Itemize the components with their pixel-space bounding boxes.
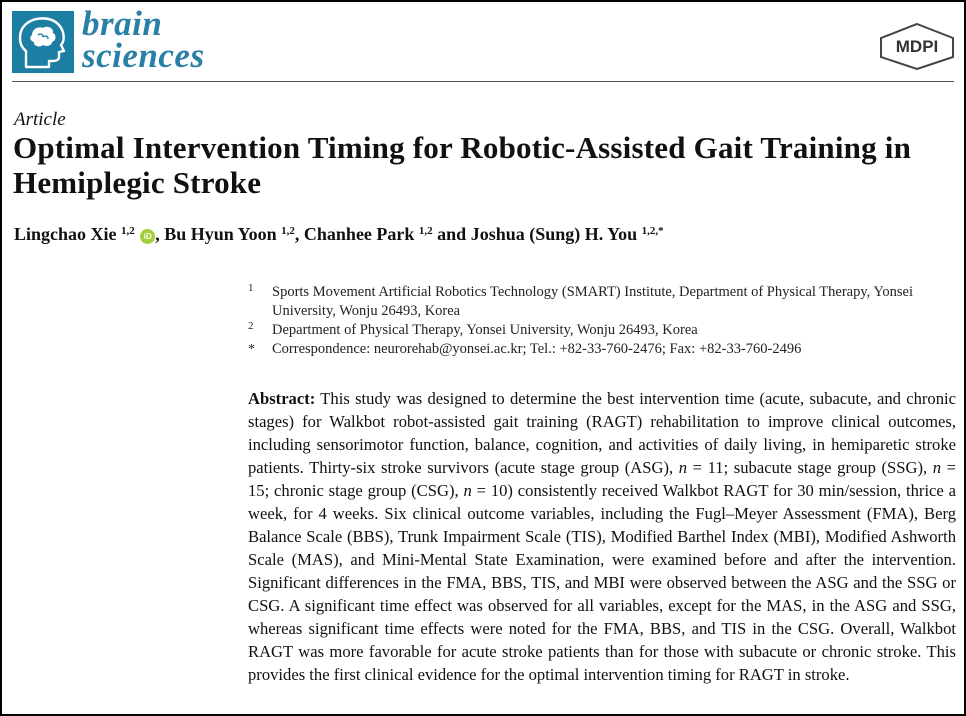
correspondence-mark: *: [248, 342, 255, 357]
affiliation-list: [248, 283, 948, 359]
affiliation-item: [248, 321, 948, 340]
brain-head-logo-icon: [12, 11, 74, 73]
abstract-text: = 11; subacute stage group (SSG),: [687, 458, 933, 477]
author-list: [14, 224, 664, 245]
author-affiliation-mark: 1,2: [281, 225, 295, 237]
author-name: Joshua (Sung) H. You: [470, 224, 638, 244]
sample-size-symbol: n: [463, 481, 472, 500]
author-separator: ,: [294, 224, 304, 244]
author-separator: and: [432, 224, 471, 244]
sample-size-symbol: n: [932, 458, 942, 477]
author-affiliation-mark: 1,2: [418, 225, 433, 237]
publisher-name: MDPI: [895, 37, 939, 56]
correspondence-item: [248, 340, 948, 359]
affiliation-mark: 2: [248, 320, 254, 332]
affiliation-mark: 1: [248, 282, 254, 294]
affiliation-text: Sports Movement Artificial Robotics Technology (SMART) Institute, Department of Physical Therapy, Yonsei University, Wonju 26493, Korea: [272, 284, 914, 319]
abstract-label: Abstract:: [248, 389, 316, 408]
sample-size-symbol: n: [678, 458, 688, 477]
author-affiliation-mark: 1,2: [121, 225, 135, 237]
journal-name: [82, 4, 205, 75]
affiliation-item: [248, 283, 948, 321]
orcid-icon[interactable]: iD: [140, 229, 155, 244]
author-affiliation-mark: 1,2,*: [641, 225, 664, 237]
author-name: Lingchao Xie: [14, 224, 117, 244]
article-title: Optimal Intervention Timing for Robotic-Assisted Gait Training in Hemiplegic Stroke: [13, 130, 912, 200]
journal-name-line2: sciences: [82, 36, 205, 75]
abstract-text: This study was designed to determine the best intervention time (acute, subacute, and chronic stages) for Walkbot robot-assisted gait training (RAGT) rehabilitation to improve clinical outcomes, including sensorimotor function, balance, cognition, and activities of daily living, in hemiparetic stroke patients. Thirty-six stroke survivors (acute stage group (ASG),: [248, 389, 957, 477]
abstract-text: = 15; chronic stage group (CSG),: [248, 458, 956, 500]
affiliation-text: Department of Physical Therapy, Yonsei University, Wonju 26493, Korea: [272, 322, 698, 338]
author-name: Bu Hyun Yoon: [164, 224, 277, 244]
journal-name-line1: brain: [82, 4, 163, 43]
abstract-text: = 10) consistently received Walkbot RAGT for 30 min/session, thrice a week, for 4 weeks. Six clinical outcome variables, including the Fugl–Meyer Assessment (FMA), Berg Balance Scale (BBS), Trunk Impairment Scale (TIS), Modified Barthel Index (MBI), Modified Ashworth Scale (MAS), and Mini-Mental State Examination, were examined before and after the intervention. Significant differences in the FMA, BBS, TIS, and MBI were observed between the ASG and the SSG or CSG. A significant time effect was observed for all variables, except for the MAS, in the ASG and SSG, whereas significant time effects were noted for the FMA, BBS, and TIS in the CSG. Overall, Walkbot RAGT was more favorable for acute stroke patients than for those with subacute or chronic stroke. This provides the first clinical evidence for the optimal intervention timing for RAGT in stroke.: [248, 481, 956, 684]
author-separator: ,: [155, 224, 165, 244]
mdpi-logo: [878, 22, 956, 70]
header-divider: [12, 81, 954, 82]
author-name: Chanhee Park: [303, 224, 415, 244]
abstract: [248, 387, 956, 686]
article-type: Article: [14, 109, 66, 130]
correspondence-text: Correspondence: neurorehab@yonsei.ac.kr; Tel.: +82-33-760-2476; Fax: +82-33-760-2496: [272, 341, 802, 357]
